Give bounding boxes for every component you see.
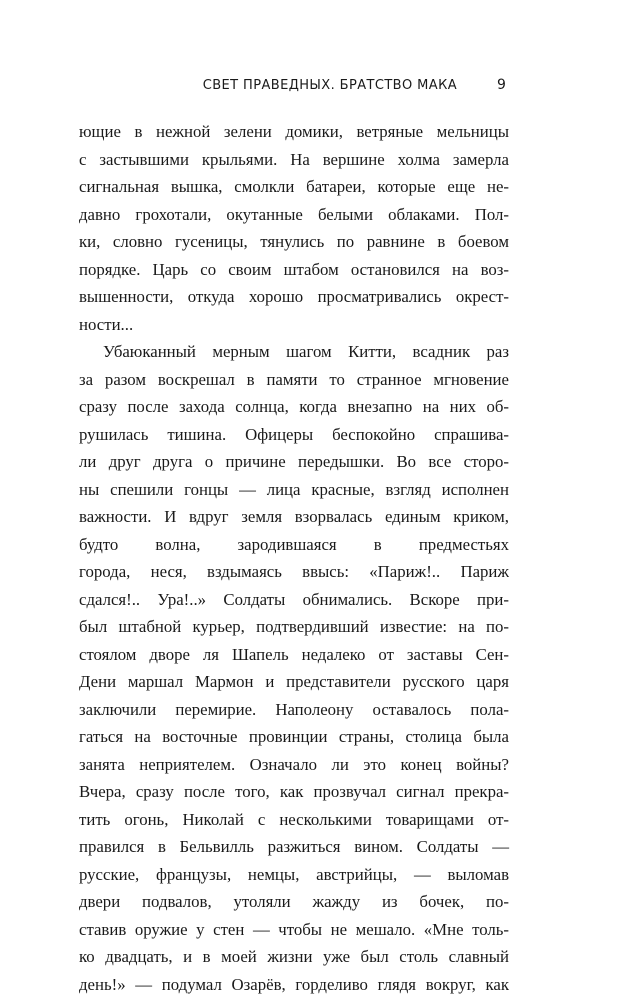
text-line: гаться на восточные провинции страны, столица была [79, 727, 509, 746]
text-line: ющие в нежной зелени домики, ветряные мельницы [79, 122, 509, 141]
running-title: СВЕТ ПРАВЕДНЫХ. БРАТСТВО МАКА [202, 78, 457, 93]
text-line: занята неприятелем. Означало ли это конец войны? [79, 754, 509, 774]
text-line: день!» — подумал Озарёв, горделиво глядя вокруг, как [79, 974, 509, 994]
text-line: двери подвалов, утоляли жажду из бочек, по- [79, 892, 509, 911]
paragraph-first-line: Убаюканный мерным шагом Китти, всадник раз [103, 342, 509, 361]
text-line: важности. И вдруг земля взорвалась единым криком, [79, 507, 509, 526]
text-line: ставив оружие у стен — чтобы не мешало. «Мне толь- [79, 919, 509, 939]
text-line: сдался!.. Ура!..» Солдаты обнимались. Вскоре при- [79, 589, 509, 609]
text-line: Дени маршал Мармон и представители русского царя [79, 672, 509, 691]
text-line: города, неся, вздымаясь ввысь: «Париж!.. Париж [79, 562, 509, 581]
text-line: с застывшими крыльями. На вершине холма замерла [79, 149, 509, 169]
text-line: рушилась тишина. Офицеры беспокойно спрашива- [79, 424, 509, 444]
text-line: сразу после захода солнца, когда внезапно на них об- [79, 397, 509, 416]
text-line: порядке. Царь со своим штабом остановился на воз- [79, 259, 509, 279]
text-line: ли друг друга о причине передышки. Во все сторо- [79, 452, 509, 471]
text-line: Вчера, сразу после того, как прозвучал сигнал прекра- [79, 782, 509, 801]
text-line: русские, французы, немцы, австрийцы, — выломав [79, 864, 509, 884]
text-line: заключили перемирие. Наполеону оставалось пола- [79, 699, 509, 719]
text-line: ки, словно гусеницы, тянулись по равнине в боевом [79, 232, 509, 251]
text-line: за разом воскрешал в памяти то странное мгновение [79, 369, 509, 389]
text-line: давно грохотали, окутанные белыми облаками. Пол- [79, 204, 509, 224]
text-line: стоялом дворе ля Шапель недалеко от заставы Сен- [79, 644, 509, 664]
text-line: правился в Бельвилль разжиться вином. Солдаты — [79, 837, 509, 856]
body-text [79, 118, 509, 998]
text-line: вышенности, откуда хорошо просматривались окрест- [79, 287, 509, 306]
page-number: 9 [497, 77, 507, 93]
text-line: сигнальная вышка, смолкли батареи, которые еще не- [79, 177, 509, 196]
text-line: тить огонь, Николай с несколькими товарищами от- [79, 809, 509, 829]
text-line: будто волна, зародившаяся в предместьях [79, 534, 509, 554]
paragraph-end-line: ности... [79, 314, 134, 334]
text-line: ко двадцать, и в моей жизни уже был столь славный [79, 947, 509, 966]
running-head [0, 76, 619, 98]
text-line: ны спешили гонцы — лица красные, взгляд исполнен [79, 479, 509, 499]
text-line: был штабной курьер, подтвердивший известие: на по- [79, 617, 509, 636]
